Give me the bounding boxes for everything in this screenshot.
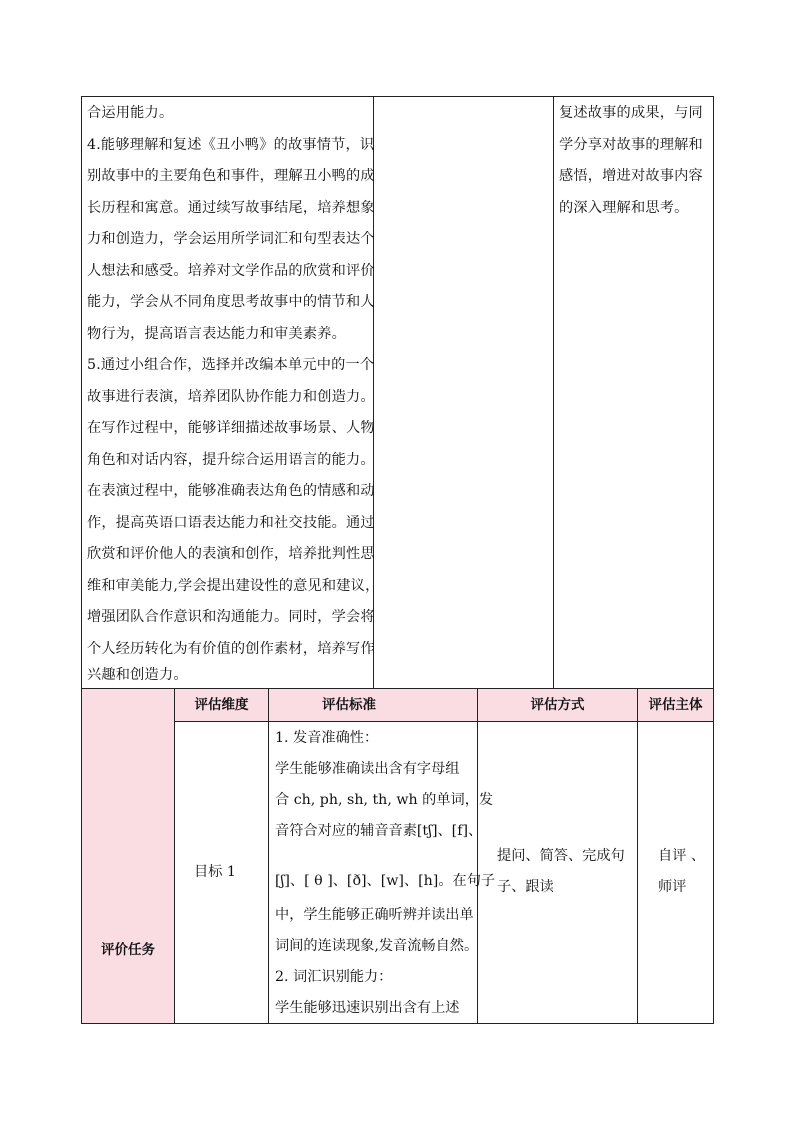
table-top-border (81, 96, 714, 97)
upper-left-line: 个人经历转化为有价值的创作素材，培养写作 (87, 641, 375, 657)
upper-right-line: 感悟，增进对故事内容 (559, 168, 703, 184)
upper-left-line: 在表演过程中，能够准确表达角色的情感和动 (87, 483, 375, 499)
upper-left-line: 欣赏和评价他人的表演和创作，培养批判性思 (87, 546, 375, 562)
col-divider-4 (637, 688, 638, 1024)
upper-left-line: 力和创造力，学会运用所学词汇和句型表达个 (87, 231, 375, 247)
upper-left-line: 别故事中的主要角色和事件，理解丑小鸭的成 (87, 168, 375, 184)
col-divider-3 (477, 688, 478, 1024)
header-subject: 评估主体 (648, 697, 703, 713)
standard-line: 词间的连读现象,发音流畅自然。 (275, 938, 479, 954)
header-bottom-border (174, 721, 714, 722)
col-divider-2 (268, 688, 269, 1024)
upper-left-line: 维和审美能力,学会提出建设性的意见和建议， (87, 578, 380, 594)
standard-line: 中，学生能够正确听辨并读出单 (275, 907, 474, 923)
upper-left-line: 长历程和寓意。通过续写故事结尾，培养想象 (87, 200, 375, 216)
upper-left-line: 故事进行表演，培养团队协作能力和创造力。 (87, 389, 375, 405)
upper-divider-2 (553, 96, 554, 688)
upper-left-line: 物行为，提高语言表达能力和审美素养。 (87, 326, 346, 342)
standard-line: 2. 词汇识别能力： (275, 969, 393, 985)
header-standard: 评估标准 (322, 697, 376, 713)
upper-left-line: 4.能够理解和复述《丑小鸭》的故事情节，识 (87, 137, 375, 153)
upper-left-line: 能力，学会从不同角度思考故事中的情节和人 (87, 294, 375, 310)
method-line: 子、跟读 (497, 879, 554, 895)
table-right-border (713, 96, 714, 1024)
upper-left-line: 合运用能力。 (87, 105, 174, 121)
upper-right-line: 的深入理解和思考。 (559, 200, 689, 216)
subject-line: 自评 、 (658, 848, 706, 864)
section-top-border (81, 688, 714, 689)
upper-left-line: 人想法和感受。培养对文学作品的欣赏和评价 (87, 263, 375, 279)
upper-left-line: 作，提高英语口语表达能力和社交技能。通过 (87, 515, 375, 531)
standard-line: [ʃ]、[ θ ]、[ð]、[w]、[h]。在句子 (275, 873, 496, 889)
standard-line: 1. 发音准确性： (275, 730, 379, 746)
col-divider-1 (174, 688, 175, 1024)
standard-line: 音符合对应的辅音音素[tʃ]、[f]、 (275, 823, 483, 839)
upper-left-line: 在写作过程中，能够详细描述故事场景、人物 (87, 420, 375, 436)
method-line: 提问、简答、完成句 (497, 848, 625, 864)
upper-left-line: 兴趣和创造力。 (87, 667, 188, 683)
upper-left-line: 角色和对话内容，提升综合运用语言的能力。 (87, 452, 375, 468)
upper-left-line: 增强团队合作意识和沟通能力。同时，学会将 (87, 609, 375, 625)
standard-line: 学生能够准确读出含有字母组 (275, 761, 460, 777)
header-method: 评估方式 (530, 697, 585, 713)
standard-line: 合 ch, ph, sh, th, wh 的单词，发 (275, 792, 494, 808)
standard-line: 学生能够迅速识别出含有上述 (275, 1000, 460, 1016)
section-label-cell (82, 689, 174, 1023)
row1-dimension: 目标 1 (194, 864, 236, 880)
subject-line: 师评 (658, 879, 687, 895)
upper-left-line: 5.通过小组合作，选择并改编本单元中的一个 (87, 357, 375, 373)
upper-right-line: 学分享对故事的理解和 (559, 137, 703, 153)
header-dimension: 评估维度 (194, 697, 249, 713)
upper-right-line: 复述故事的成果，与同 (559, 105, 703, 121)
section-label: 评价任务 (101, 942, 155, 958)
